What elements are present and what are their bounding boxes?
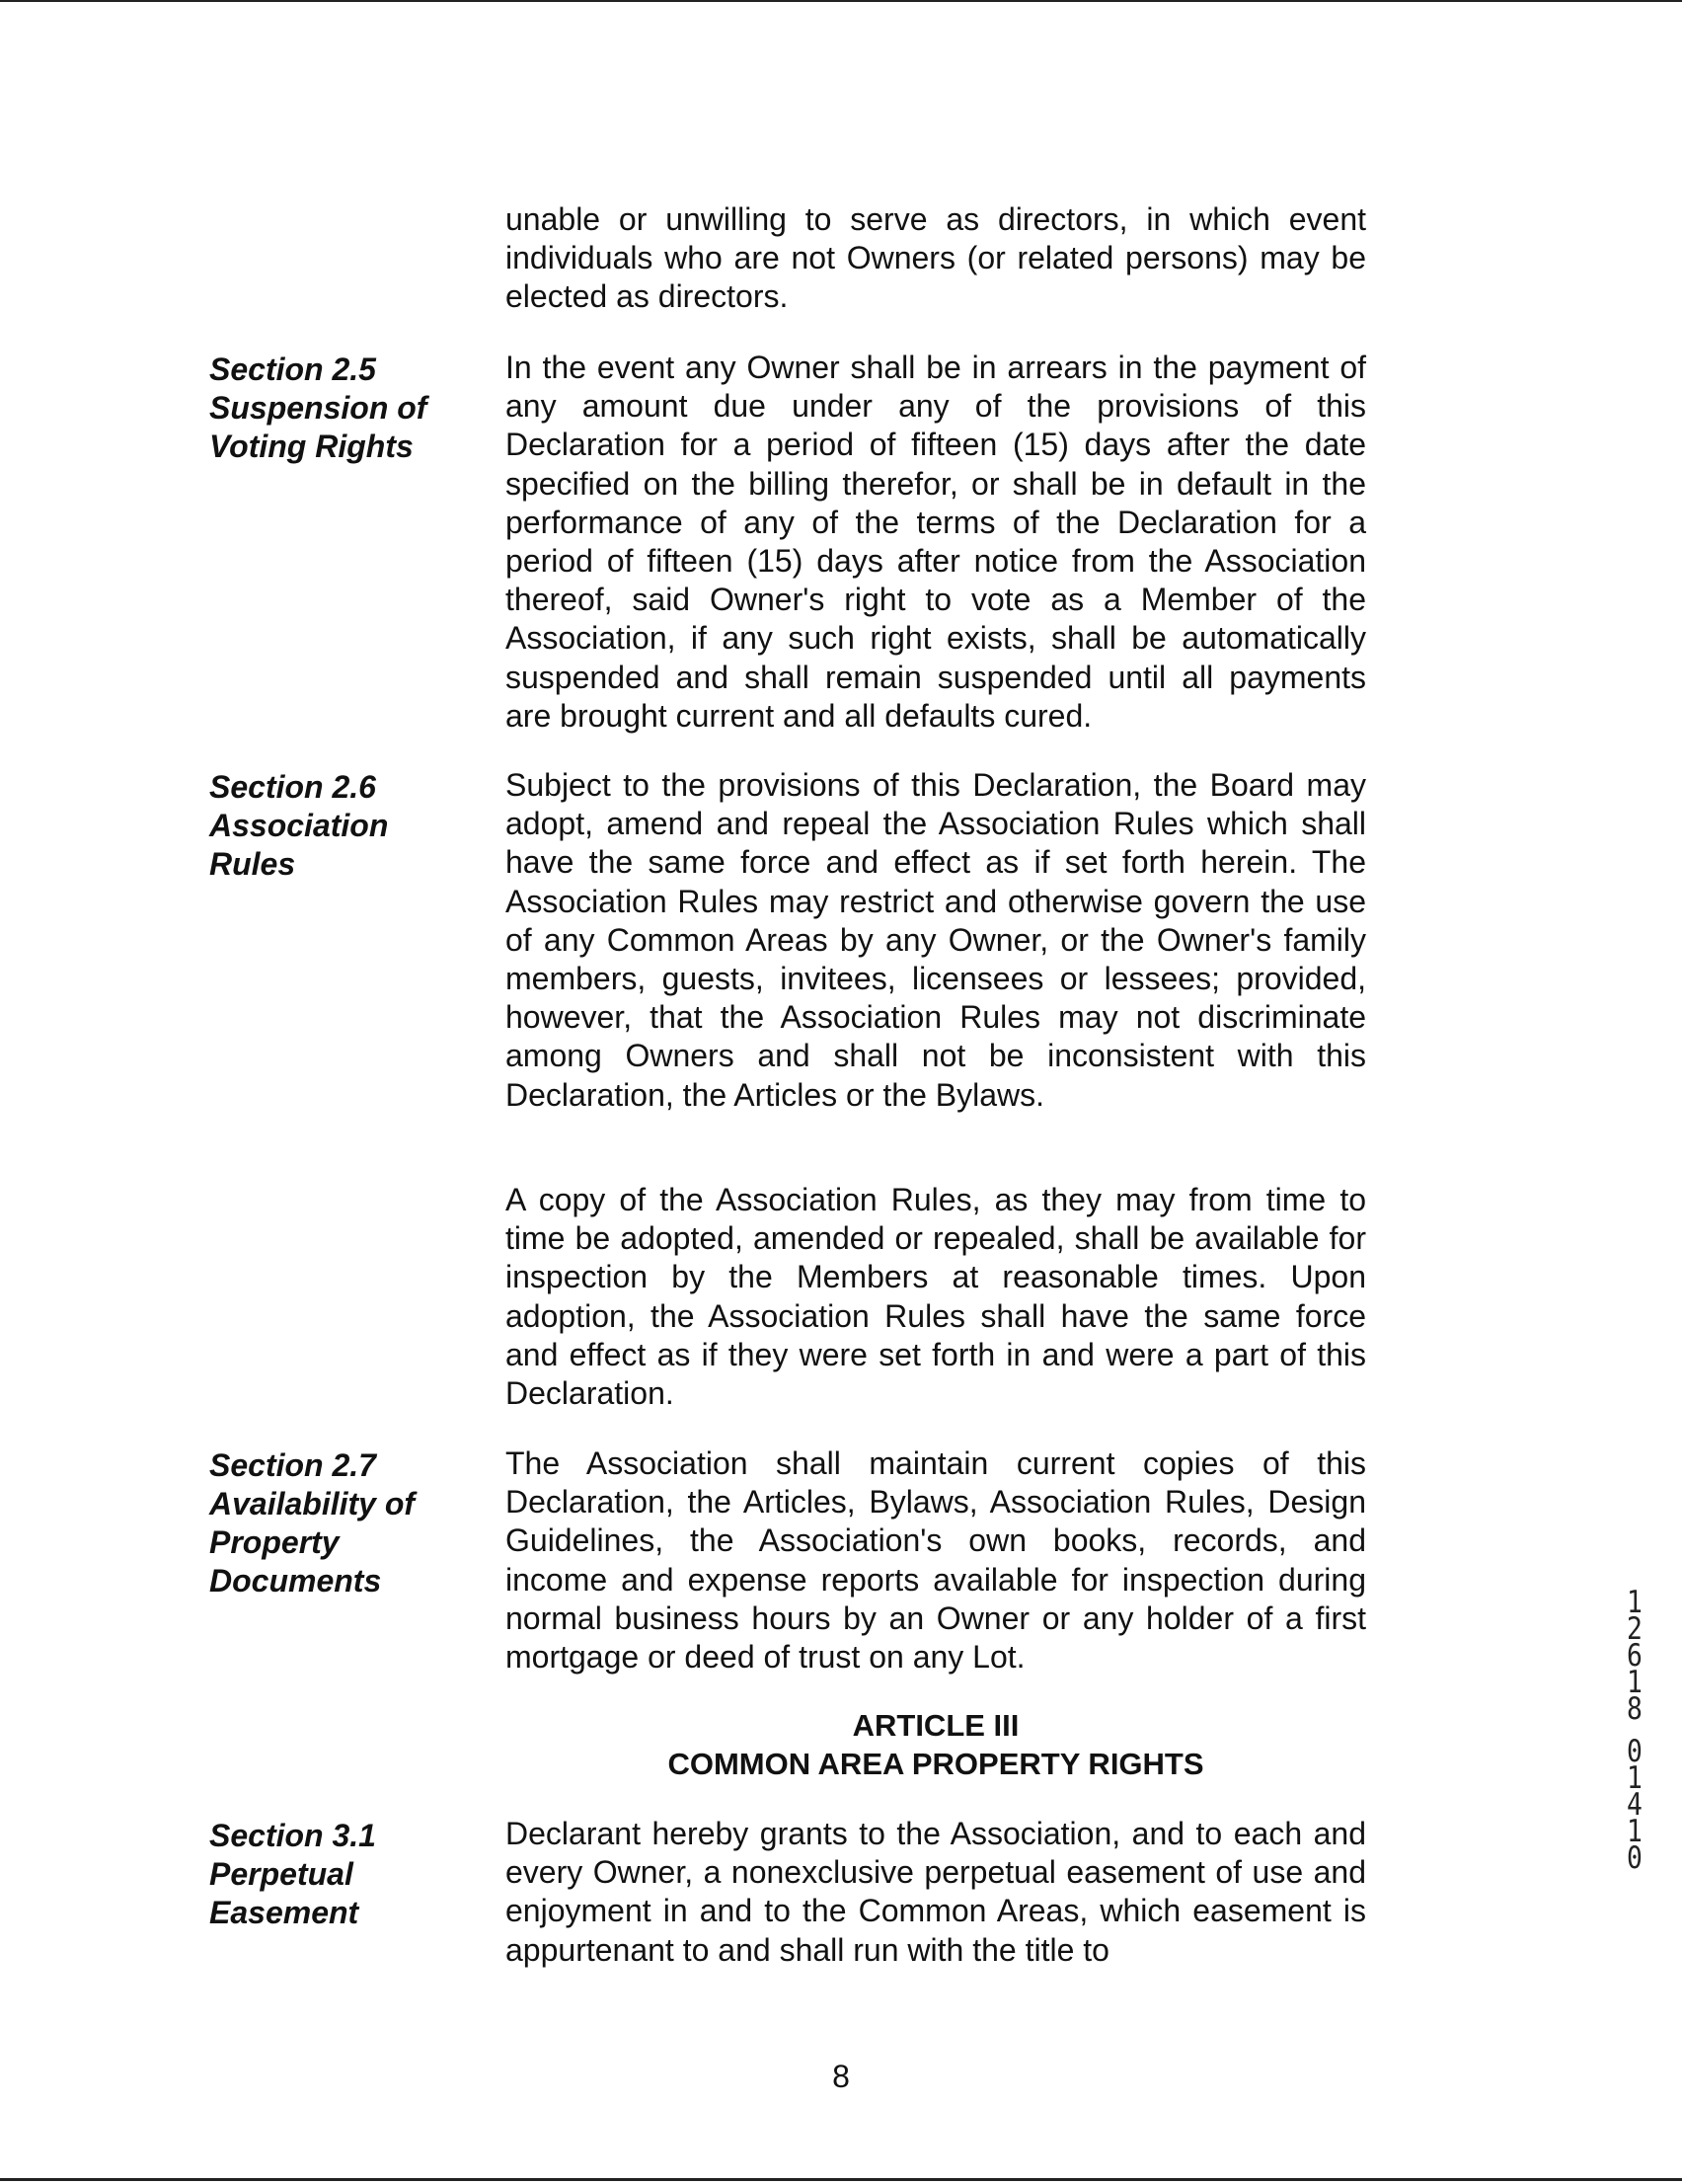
section-title-line: Association [209, 808, 389, 843]
section-number: Section 3.1 [209, 1818, 376, 1853]
section-heading [209, 1446, 466, 1600]
margin-stamp [1618, 1585, 1651, 1876]
page-number: 8 [832, 2059, 850, 2094]
section-title-line: Documents [209, 1563, 382, 1599]
stamp-digit: 1 [1627, 1585, 1643, 1620]
article-title: COMMON AREA PROPERTY RIGHTS [667, 1747, 1204, 1781]
article-heading [505, 1706, 1366, 1783]
stamp-digit: 2 [1627, 1611, 1643, 1647]
stamp-digit: 1 [1627, 1760, 1643, 1796]
stamp-digit: 4 [1627, 1787, 1643, 1823]
section-heading [209, 1817, 466, 1932]
stamp-digit: 8 [1627, 1691, 1643, 1727]
section-paragraph: In the event any Owner shall be in arrears in the payment of any amount due under any of the provisions of this Declaration for a period of fifteen (15) days after the date specified on the billing therefor, or shall be in default in the performance of any of the terms of the Declaration for a period of fifteen (15) days after notice from the Association thereof, said Owner's right to vote as a Member of the Association, if any such right exists, shall be automatically suspended and shall remain suspended until all payments are brought current and all defaults cured. [505, 350, 1366, 734]
section-title-line: Suspension of [209, 390, 427, 426]
section-title-line: Availability of [209, 1486, 416, 1521]
stamp-digit: 0 [1627, 1734, 1643, 1769]
section-paragraph: The Association shall maintain current copies of this Declaration, the Articles, Bylaws, Association Rules, Design Guidelines, the Association's own books, records, and income and expense reports available for inspection during normal business hours by an Owner or any holder of a first mortgage or deed of trust on any Lot. [505, 1445, 1366, 1676]
section-title-line: Voting Rights [209, 429, 414, 464]
stamp-digit: 6 [1627, 1638, 1643, 1674]
section-heading [209, 351, 466, 466]
section-title-line: Rules [209, 846, 296, 882]
section-number: Section 2.7 [209, 1447, 376, 1483]
section-heading [209, 768, 466, 884]
stamp-digit: 1 [1627, 1665, 1643, 1700]
section-number: Section 2.5 [209, 351, 376, 387]
section-title-line: Property [209, 1524, 340, 1560]
section-paragraph: A copy of the Association Rules, as they may from time to time be adopted, amended or repealed, shall be available for inspection by the Members at reasonable times. Upon adoption, the Association Rules shall have the same force and effect as if they were set forth in and were a part of this Declaration. [505, 1182, 1366, 1412]
article-number: ARTICLE III [852, 1708, 1020, 1743]
stamp-digit: 1 [1627, 1814, 1643, 1849]
section-title-line: Easement [209, 1895, 359, 1930]
bottom-edge-rule [0, 2178, 1682, 2181]
stamp-digit: 0 [1627, 1840, 1643, 1876]
section-paragraph: Subject to the provisions of this Declaration, the Board may adopt, amend and repeal the Association Rules which shall have the same force and effect as if set forth herein. The Association Rules may restrict and otherwise govern the use of any Common Areas by any Owner, or the Owner's family members, guests, invitees, licensees or lessees; provided, however, that the Association Rules may not discriminate among Owners and shall not be inconsistent with this Declaration, the Articles or the Bylaws. [505, 767, 1366, 1113]
top-edge-rule [0, 0, 1682, 2]
section-paragraph: Declarant hereby grants to the Association, and to each and every Owner, a nonexclusive perpetual easement of use and enjoyment in and to the Common Areas, which easement is appurtenant to and shall run with the title to [505, 1816, 1366, 1968]
section-title-line: Perpetual [209, 1856, 353, 1892]
intro-paragraph: unable or unwilling to serve as directors, in which event individuals who are not Owners (or related persons) may be elected as directors. [505, 201, 1366, 315]
section-number: Section 2.6 [209, 769, 376, 805]
